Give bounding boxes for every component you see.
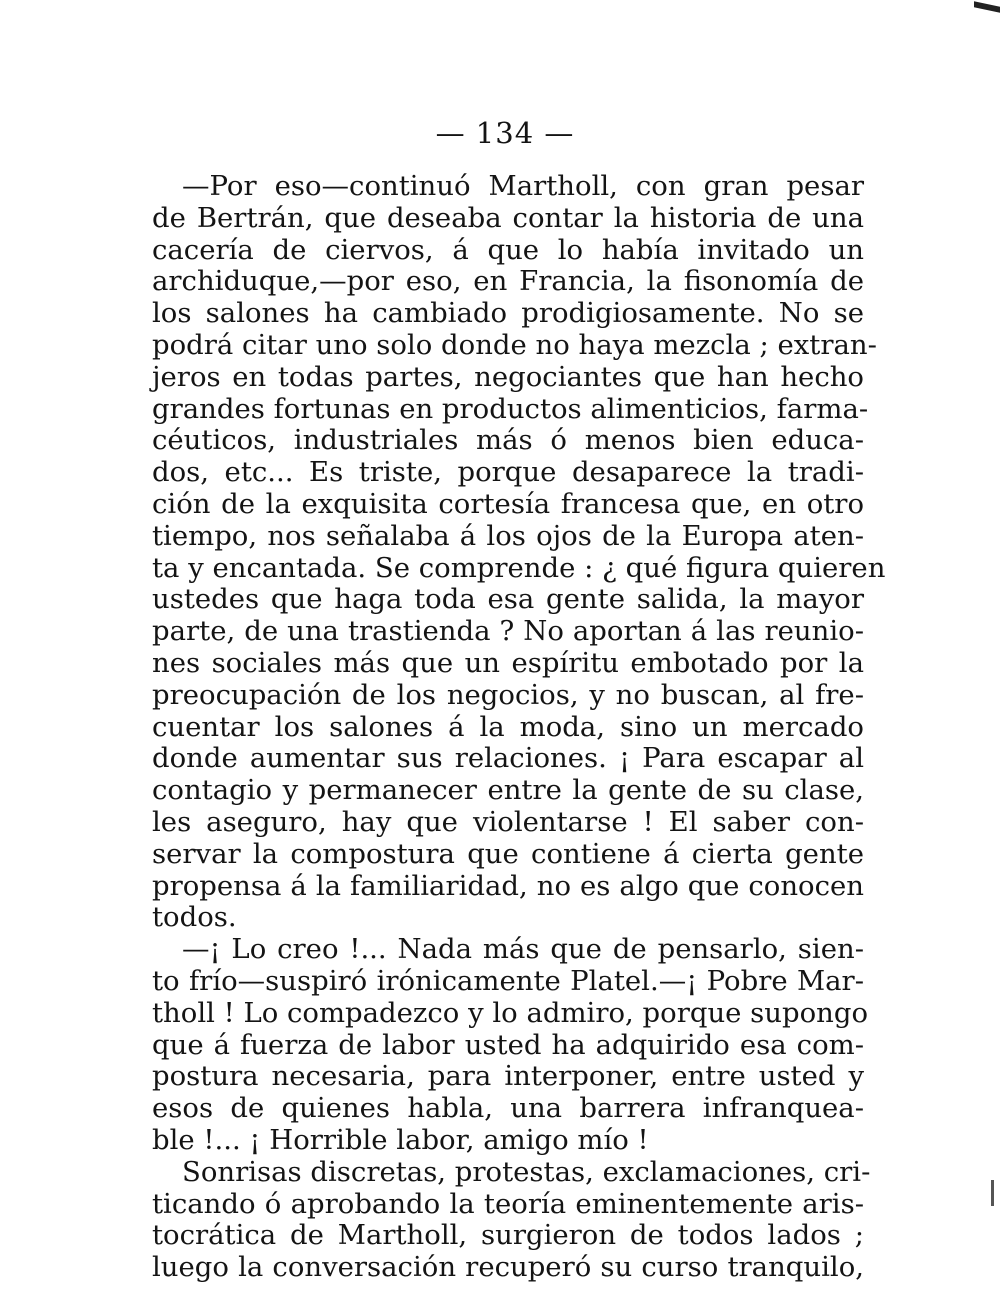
text-line: parte, de una trastienda ? No aportan á las reunio- bbox=[152, 615, 864, 648]
scan-artifact bbox=[991, 1180, 994, 1206]
text-line: propensa á la familiaridad, no es algo que conocen bbox=[152, 869, 864, 902]
text-line: servar la compostura que contiene á cierta gente bbox=[152, 837, 864, 870]
text-line: tocrática de Martholl, surgieron de todos lados ; bbox=[152, 1219, 864, 1252]
text-line: cacería de ciervos, á que lo había invitado un bbox=[152, 233, 864, 266]
text-line: ta y encantada. Se comprende : ¿ qué figura quieren bbox=[152, 551, 886, 584]
text-line: to frío—suspiró irónicamente Platel.—¡ Pobre Mar- bbox=[152, 964, 864, 997]
text-line: grandes fortunas en productos alimenticios, farma- bbox=[152, 392, 869, 425]
text-line: Sonrisas discretas, protestas, exclamaciones, cri- bbox=[182, 1155, 871, 1188]
text-line: esos de quienes habla, una barrera infranquea- bbox=[152, 1092, 864, 1125]
text-line: ticando ó aprobando la teoría eminentemente aris- bbox=[152, 1187, 864, 1220]
text-line: los salones ha cambiado prodigiosamente. No se bbox=[152, 297, 864, 330]
text-line: ción de la exquisita cortesía francesa que, en otro bbox=[152, 487, 864, 520]
page-number: — 134 — bbox=[435, 116, 575, 150]
text-line: tiempo, nos señalaba á los ojos de la Europa aten- bbox=[152, 519, 864, 552]
text-line: contagio y permanecer entre la gente de su clase, bbox=[152, 774, 864, 807]
text-line: les aseguro, hay que violentarse ! El saber con- bbox=[152, 805, 864, 838]
text-line: céuticos, industriales más ó menos bien educa- bbox=[152, 424, 864, 457]
text-line: de Bertrán, que deseaba contar la historia de una bbox=[152, 201, 864, 234]
text-line: —Por eso—continuó Martholl, con gran pesar bbox=[182, 170, 864, 202]
text-line: cuentar los salones á la moda, sino un mercado bbox=[152, 710, 864, 743]
text-line: ble !... ¡ Horrible labor, amigo mío ! bbox=[152, 1123, 649, 1156]
scan-artifact bbox=[974, 1, 1000, 13]
text-line: que á fuerza de labor usted ha adquirido esa com- bbox=[152, 1028, 864, 1061]
text-line: preocupación de los negocios, y no buscan, al fre- bbox=[152, 678, 864, 711]
text-line: archiduque,—por eso, en Francia, la fisonomía de bbox=[152, 265, 864, 298]
text-line: todos. bbox=[152, 901, 237, 934]
text-line: jeros en todas partes, negociantes que han hecho bbox=[152, 360, 864, 393]
body-text bbox=[152, 170, 886, 1284]
text-line: postura necesaria, para interponer, entre usted y bbox=[152, 1060, 864, 1093]
text-line: tholl ! Lo compadezco y lo admiro, porque supongo bbox=[152, 996, 869, 1029]
text-line: podrá citar uno solo donde no haya mezcla ; extran- bbox=[152, 328, 877, 361]
text-line: dos, etc... Es triste, porque desaparece la tradi- bbox=[152, 456, 864, 489]
text-line: ustedes que haga toda esa gente salida, la mayor bbox=[152, 583, 864, 616]
text-line: donde aumentar sus relaciones. ¡ Para escapar al bbox=[152, 742, 864, 775]
text-line: nes sociales más que un espíritu embotado por la bbox=[152, 646, 864, 679]
text-line: luego la conversación recuperó su curso tranquilo, bbox=[152, 1251, 864, 1284]
text-line: —¡ Lo creo !... Nada más que de pensarlo, sien- bbox=[182, 933, 864, 966]
